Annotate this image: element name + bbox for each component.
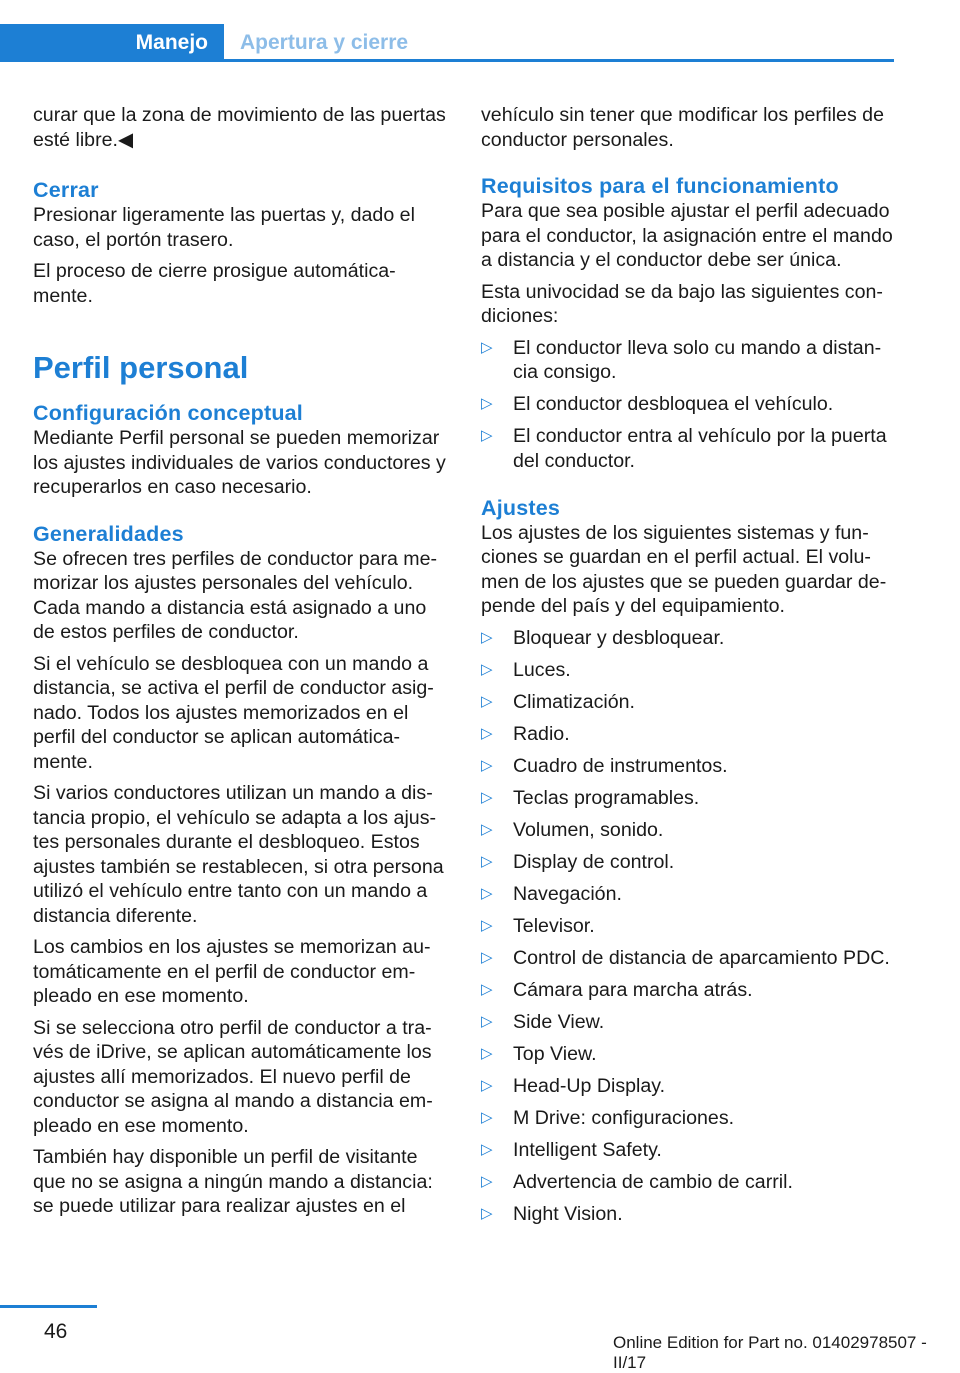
bullet-triangle-icon: ▷	[481, 1172, 493, 1190]
heading-requisitos: Requisitos para el funcionamiento	[481, 174, 839, 198]
list-item	[481, 690, 896, 715]
list-item	[481, 914, 896, 939]
bullet-triangle-icon: ▷	[481, 395, 493, 412]
list-item-text: Teclas programables.	[513, 786, 700, 809]
list-item-text: Televisor.	[513, 914, 595, 937]
bullet-triangle-icon: ▷	[481, 338, 493, 356]
list-item	[481, 754, 896, 779]
list-item-text: Volumen, sonido.	[513, 818, 664, 841]
heading-generalidades: Generalidades	[33, 521, 184, 546]
list-item	[481, 786, 896, 811]
heading-perfil-personal: Perfil personal	[33, 350, 249, 385]
list-item	[481, 1202, 896, 1227]
list-item	[481, 336, 896, 385]
list-item	[481, 626, 896, 651]
paragraph: Si se selecciona otro perfil de conductor a través de iDrive, se aplican automáticamente los ajustes allí memorizados. El nuevo perfil de conductor se asigna al mando a distancia empleado en ese momento.	[33, 1016, 433, 1137]
paragraph: vehículo sin tener que modificar los perfiles de conductor personales.	[481, 104, 884, 151]
paragraph: Presionar ligeramente las puertas y, dado el caso, el portón trasero.	[33, 204, 415, 251]
bullet-triangle-icon: ▷	[481, 788, 493, 806]
list-item	[481, 1074, 896, 1099]
list-item-text: El conductor lleva solo cu mando a distancia consigo.	[513, 336, 882, 383]
list-item-text: Cuadro de instrumentos.	[513, 754, 728, 777]
list-item-text: Intelligent Safety.	[513, 1138, 662, 1161]
list-item	[481, 946, 896, 971]
paragraph: Mediante Perfil personal se pueden memorizar los ajustes individuales de varios conductores y recuperarlos en caso necesario.	[33, 427, 446, 498]
paragraph: También hay disponible un perfil de visitante que no se asigna a ningún mando a distancia: se puede utilizar para realizar ajustes en el	[33, 1146, 433, 1217]
bullet-triangle-icon: ▷	[481, 1204, 493, 1222]
list-item-text: Side View.	[513, 1010, 605, 1033]
list-item-text: Navegación.	[513, 882, 622, 905]
list-item-text: Control de distancia de aparcamiento PDC.	[513, 946, 890, 969]
bullet-triangle-icon: ▷	[481, 948, 493, 966]
heading-cerrar: Cerrar	[33, 178, 99, 202]
bullet-triangle-icon: ▷	[481, 628, 493, 646]
bullet-triangle-icon: ▷	[481, 1140, 493, 1158]
list-item	[481, 1010, 896, 1035]
paragraph: Para que sea posible ajustar el perfil adecuado para el conductor, la asignación entre el mando a distancia y el conductor debe ser única.	[481, 200, 893, 271]
list-item-text: Top View.	[513, 1042, 597, 1065]
bullet-triangle-icon: ▷	[481, 1108, 493, 1126]
paragraph: Los ajustes de los siguientes sistemas y funciones se guardan en el perfil actual. El volumen de los ajustes que se pueden guardar depende del país y del equipamiento.	[481, 521, 887, 617]
list-item	[481, 882, 896, 907]
heading-configuracion: Configuración conceptual	[33, 401, 303, 425]
list-item	[481, 658, 896, 683]
bullet-triangle-icon: ▷	[481, 660, 493, 678]
list-item-text: El conductor desbloquea el vehículo.	[513, 393, 834, 415]
list-item	[481, 1138, 896, 1163]
list-item-text: Display de control.	[513, 850, 675, 873]
bullet-triangle-icon: ▷	[481, 427, 493, 444]
list-item	[481, 392, 896, 417]
list-item	[481, 722, 896, 747]
settings-list	[481, 626, 896, 1227]
list-item	[481, 818, 896, 843]
list-item	[481, 1106, 896, 1131]
list-item-text: Radio.	[513, 722, 570, 745]
conditions-list	[481, 336, 896, 474]
left-column	[33, 103, 449, 1226]
paragraph: Los cambios en los ajustes se memorizan automáticamente en el perfil de conductor empleado en ese momento.	[33, 936, 431, 1007]
footer-rule	[0, 1305, 97, 1308]
bullet-triangle-icon: ▷	[481, 916, 493, 934]
list-item-text: Head-Up Display.	[513, 1074, 666, 1097]
paragraph: Esta univocidad se da bajo las siguientes condiciones:	[481, 280, 883, 327]
list-item-text: Night Vision.	[513, 1202, 623, 1225]
bullet-triangle-icon: ▷	[481, 820, 493, 838]
list-item	[481, 424, 896, 473]
paragraph: curar que la zona de movimiento de las puertas esté libre.◀	[33, 104, 446, 151]
bullet-triangle-icon: ▷	[481, 692, 493, 710]
bullet-triangle-icon: ▷	[481, 724, 493, 742]
paragraph: Se ofrecen tres perfiles de conductor para memorizar los ajustes personales del vehículo. Cada mando a distancia está asignado a uno de estos perfiles de conductor.	[33, 547, 438, 643]
list-item-text: Advertencia de cambio de carril.	[513, 1170, 793, 1193]
heading-ajustes: Ajustes	[481, 495, 561, 520]
paragraph: El proceso de cierre prosigue automáticamente.	[33, 260, 396, 307]
right-column	[481, 103, 896, 1234]
list-item	[481, 1170, 896, 1195]
header-rule	[224, 59, 894, 62]
bullet-triangle-icon: ▷	[481, 1044, 493, 1062]
list-item-text: Luces.	[513, 658, 571, 681]
subsection-title: Apertura y cierre	[240, 31, 409, 54]
bullet-triangle-icon: ▷	[481, 1012, 493, 1030]
list-item	[481, 1042, 896, 1067]
paragraph: Si varios conductores utilizan un mando a distancia propio, el vehículo se adapta a los ajustes personales durante el desbloqueo. Estos ajustes también se restablecen, si otra persona utilizó el vehículo entre tanto con un mando a distancia diferente.	[33, 782, 444, 927]
list-item-text: El conductor entra al vehículo por la puerta del conductor.	[513, 425, 887, 472]
bullet-triangle-icon: ▷	[481, 884, 493, 902]
page-number: 46	[44, 1320, 68, 1343]
list-item-text: Bloquear y desbloquear.	[513, 626, 725, 649]
header-bar	[0, 24, 894, 62]
bullet-triangle-icon: ▷	[481, 980, 493, 998]
bullet-triangle-icon: ▷	[481, 1076, 493, 1094]
list-item	[481, 850, 896, 875]
paragraph: Si el vehículo se desbloquea con un mando a distancia, se activa el perfil de conductor asignado. Todos los ajustes memorizados en el perfil del conductor se aplican automáticamente.	[33, 652, 434, 773]
section-tab	[0, 24, 224, 62]
list-item-text: M Drive: configuraciones.	[513, 1106, 735, 1129]
list-item-text: Cámara para marcha atrás.	[513, 978, 753, 1001]
bullet-triangle-icon: ▷	[481, 756, 493, 774]
section-title: Manejo	[135, 31, 208, 54]
list-item	[481, 978, 896, 1003]
bullet-triangle-icon: ▷	[481, 852, 493, 870]
edition-note: Online Edition for Part no. 01402978507 - II/17	[613, 1333, 927, 1372]
list-item-text: Climatización.	[513, 690, 635, 713]
